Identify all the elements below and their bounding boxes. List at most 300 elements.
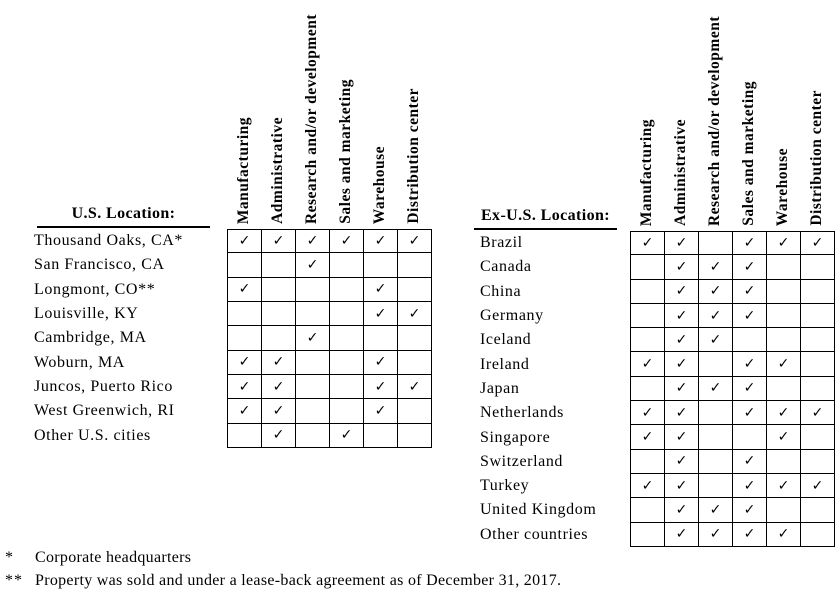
check-icon: ✓	[811, 477, 824, 494]
table-row	[0, 302, 432, 326]
check-icon: ✓	[709, 501, 722, 518]
check-icon: ✓	[238, 233, 251, 250]
check-icon: ✓	[238, 354, 251, 371]
check-cell	[733, 255, 767, 279]
column-header	[329, 0, 363, 229]
row-cells	[227, 302, 432, 326]
check-icon: ✓	[675, 331, 688, 348]
check-icon: ✓	[306, 233, 319, 250]
table-row	[443, 280, 835, 304]
ex-us-location-header: Ex-U.S. Location:	[474, 207, 617, 230]
check-icon: ✓	[408, 233, 421, 250]
check-cell	[631, 232, 665, 255]
check-cell	[665, 352, 699, 376]
check-cell	[364, 326, 398, 350]
check-icon: ✓	[374, 233, 387, 250]
check-cell	[330, 278, 364, 302]
check-cell	[767, 498, 801, 522]
table-row	[443, 474, 835, 498]
row-label: Other U.S. cities	[34, 426, 151, 444]
row-cells	[630, 352, 835, 376]
check-icon: ✓	[306, 256, 319, 273]
table-row	[443, 450, 835, 474]
check-icon: ✓	[306, 329, 319, 346]
check-cell	[733, 232, 767, 255]
check-icon: ✓	[641, 404, 654, 421]
check-cell	[228, 302, 262, 326]
table-row	[0, 424, 432, 448]
check-cell	[262, 230, 296, 253]
check-icon: ✓	[374, 305, 387, 322]
table-row	[0, 326, 432, 350]
check-icon: ✓	[675, 453, 688, 470]
row-label: Louisville, KY	[34, 305, 139, 323]
check-icon: ✓	[272, 378, 285, 395]
check-cell	[228, 399, 262, 423]
check-cell	[330, 230, 364, 253]
check-icon: ✓	[408, 378, 421, 395]
check-icon: ✓	[743, 477, 756, 494]
check-cell	[699, 450, 733, 474]
table-row	[443, 231, 835, 255]
check-cell	[733, 401, 767, 425]
column-header	[766, 0, 800, 231]
row-label: Iceland	[480, 331, 532, 349]
footnote-marker: **	[5, 572, 23, 589]
row-cells	[227, 253, 432, 277]
table-row	[443, 328, 835, 352]
table-row	[0, 375, 432, 399]
column-header-label: Research and/or development	[705, 15, 723, 226]
check-icon: ✓	[777, 356, 790, 373]
check-icon: ✓	[675, 307, 688, 324]
check-cell	[665, 498, 699, 522]
check-cell	[262, 351, 296, 375]
row-label: Turkey	[480, 477, 530, 495]
check-icon: ✓	[777, 477, 790, 494]
check-icon: ✓	[340, 233, 353, 250]
check-cell	[631, 328, 665, 352]
footnote-row	[0, 546, 835, 569]
row-label: United Kingdom	[480, 501, 597, 519]
row-label: China	[480, 282, 522, 300]
column-header	[295, 0, 329, 229]
row-cells	[227, 278, 432, 302]
check-cell	[665, 425, 699, 449]
row-label: San Francisco, CA	[34, 256, 165, 274]
table-row	[443, 255, 835, 279]
check-cell	[733, 304, 767, 328]
check-icon: ✓	[272, 427, 285, 444]
check-cell	[665, 401, 699, 425]
table-row	[0, 351, 432, 375]
check-icon: ✓	[641, 235, 654, 252]
check-cell	[801, 474, 835, 498]
check-cell	[767, 425, 801, 449]
check-icon: ✓	[675, 404, 688, 421]
check-icon: ✓	[743, 307, 756, 324]
column-header	[397, 0, 431, 229]
check-icon: ✓	[408, 305, 421, 322]
row-cells	[630, 401, 835, 425]
row-label: Switzerland	[480, 452, 564, 470]
check-icon: ✓	[675, 501, 688, 518]
check-icon: ✓	[374, 354, 387, 371]
us-location-header: U.S. Location:	[37, 205, 210, 228]
check-cell	[665, 377, 699, 401]
check-cell	[733, 450, 767, 474]
column-header-label: Sales and marketing	[739, 81, 757, 226]
check-cell	[398, 230, 432, 253]
check-icon: ✓	[340, 427, 353, 444]
check-cell	[699, 255, 733, 279]
row-cells	[630, 304, 835, 328]
check-cell	[801, 255, 835, 279]
check-cell	[801, 450, 835, 474]
check-cell	[398, 302, 432, 326]
check-cell	[767, 474, 801, 498]
check-cell	[733, 280, 767, 304]
column-header-label: Research and/or development	[302, 13, 320, 224]
column-header	[261, 0, 295, 229]
check-cell	[665, 474, 699, 498]
row-label: Thousand Oaks, CA*	[34, 232, 184, 250]
check-cell	[296, 375, 330, 399]
check-cell	[665, 280, 699, 304]
check-cell	[767, 232, 801, 255]
check-icon: ✓	[238, 281, 251, 298]
check-cell	[801, 377, 835, 401]
check-cell	[398, 375, 432, 399]
check-cell	[767, 255, 801, 279]
column-header-label: Manufacturing	[637, 118, 655, 226]
check-cell	[801, 352, 835, 376]
check-cell	[767, 401, 801, 425]
footnote-marker: *	[5, 549, 14, 566]
check-cell	[296, 351, 330, 375]
check-cell	[699, 474, 733, 498]
column-header	[630, 0, 664, 231]
column-header-label: Warehouse	[773, 147, 791, 226]
ex-us-location-table	[443, 0, 835, 547]
check-cell	[398, 399, 432, 423]
column-header-label: Administrative	[268, 117, 286, 224]
check-cell	[364, 253, 398, 277]
check-icon: ✓	[743, 380, 756, 397]
check-cell	[767, 523, 801, 547]
row-label: Japan	[480, 379, 520, 397]
table-row	[0, 278, 432, 302]
check-icon: ✓	[777, 404, 790, 421]
us-header-row	[0, 0, 432, 229]
check-cell	[631, 498, 665, 522]
table-row	[443, 377, 835, 401]
check-icon: ✓	[641, 429, 654, 446]
check-cell	[364, 302, 398, 326]
row-label: Juncos, Puerto Rico	[34, 378, 173, 396]
check-cell	[733, 377, 767, 401]
check-cell	[665, 523, 699, 547]
row-cells	[227, 375, 432, 399]
check-icon: ✓	[675, 356, 688, 373]
check-cell	[699, 425, 733, 449]
check-icon: ✓	[777, 235, 790, 252]
us-location-table	[0, 0, 432, 448]
check-cell	[262, 424, 296, 448]
column-header-label: Sales and marketing	[336, 79, 354, 224]
row-cells	[630, 328, 835, 352]
check-cell	[801, 280, 835, 304]
row-cells	[630, 231, 835, 255]
check-icon: ✓	[238, 378, 251, 395]
check-cell	[631, 255, 665, 279]
row-cells	[630, 498, 835, 522]
check-icon: ✓	[272, 354, 285, 371]
check-cell	[398, 326, 432, 350]
check-icon: ✓	[743, 501, 756, 518]
check-cell	[733, 352, 767, 376]
check-cell	[330, 375, 364, 399]
check-cell	[228, 253, 262, 277]
check-cell	[262, 302, 296, 326]
check-icon: ✓	[709, 331, 722, 348]
check-icon: ✓	[675, 235, 688, 252]
row-cells	[227, 229, 432, 253]
column-header-label: Distribution center	[807, 90, 825, 226]
check-cell	[801, 498, 835, 522]
row-cells	[630, 377, 835, 401]
row-label: Canada	[480, 258, 532, 276]
check-cell	[262, 399, 296, 423]
check-icon: ✓	[374, 378, 387, 395]
check-cell	[665, 450, 699, 474]
footnotes	[0, 546, 835, 592]
us-column-headers	[227, 0, 431, 229]
check-cell	[228, 278, 262, 302]
check-cell	[398, 351, 432, 375]
check-icon: ✓	[743, 404, 756, 421]
column-header	[800, 0, 834, 231]
table-row	[443, 352, 835, 376]
check-cell	[801, 304, 835, 328]
column-header	[363, 0, 397, 229]
row-label: Brazil	[480, 234, 523, 252]
row-cells	[630, 523, 835, 547]
check-cell	[398, 278, 432, 302]
row-cells	[630, 450, 835, 474]
check-cell	[364, 230, 398, 253]
check-cell	[330, 399, 364, 423]
check-icon: ✓	[272, 233, 285, 250]
check-cell	[296, 424, 330, 448]
column-header	[698, 0, 732, 231]
check-cell	[801, 401, 835, 425]
check-icon: ✓	[743, 356, 756, 373]
column-header	[664, 0, 698, 231]
check-icon: ✓	[675, 380, 688, 397]
check-cell	[665, 328, 699, 352]
check-cell	[699, 280, 733, 304]
check-cell	[398, 253, 432, 277]
check-cell	[801, 425, 835, 449]
check-cell	[296, 302, 330, 326]
check-cell	[631, 425, 665, 449]
check-cell	[364, 399, 398, 423]
table-row	[443, 401, 835, 425]
row-label: West Greenwich, RI	[34, 402, 175, 420]
check-cell	[699, 232, 733, 255]
check-cell	[665, 255, 699, 279]
row-cells	[227, 351, 432, 375]
column-header	[227, 0, 261, 229]
check-cell	[262, 253, 296, 277]
footnote-row	[0, 569, 835, 592]
row-label: Other countries	[480, 525, 589, 543]
check-cell	[262, 326, 296, 350]
check-icon: ✓	[675, 477, 688, 494]
check-icon: ✓	[238, 402, 251, 419]
check-cell	[296, 399, 330, 423]
check-icon: ✓	[675, 283, 688, 300]
us-table-body	[0, 229, 432, 448]
check-cell	[699, 498, 733, 522]
row-cells	[630, 280, 835, 304]
check-cell	[699, 304, 733, 328]
check-cell	[330, 253, 364, 277]
check-cell	[364, 375, 398, 399]
check-icon: ✓	[709, 307, 722, 324]
table-row	[443, 425, 835, 449]
check-cell	[733, 474, 767, 498]
check-cell	[330, 302, 364, 326]
check-icon: ✓	[675, 429, 688, 446]
check-cell	[665, 304, 699, 328]
check-icon: ✓	[743, 258, 756, 275]
check-icon: ✓	[709, 258, 722, 275]
check-cell	[767, 328, 801, 352]
column-header-label: Manufacturing	[234, 116, 252, 224]
check-cell	[228, 375, 262, 399]
ex-us-header-row	[443, 0, 835, 231]
check-icon: ✓	[743, 526, 756, 543]
column-header	[732, 0, 766, 231]
row-cells	[630, 425, 835, 449]
check-cell	[631, 352, 665, 376]
column-header-label: Administrative	[671, 119, 689, 226]
check-cell	[767, 377, 801, 401]
row-label: Cambridge, MA	[34, 329, 147, 347]
footnote-text: Corporate headquarters	[35, 549, 192, 566]
check-cell	[364, 424, 398, 448]
column-header-label: Warehouse	[370, 145, 388, 224]
check-cell	[631, 450, 665, 474]
check-cell	[801, 232, 835, 255]
check-icon: ✓	[709, 380, 722, 397]
check-cell	[631, 523, 665, 547]
check-cell	[631, 474, 665, 498]
check-cell	[733, 425, 767, 449]
table-row	[443, 523, 835, 547]
check-cell	[801, 328, 835, 352]
row-label: Germany	[480, 307, 544, 325]
check-cell	[699, 328, 733, 352]
row-label: Longmont, CO**	[34, 280, 156, 298]
table-row	[0, 253, 432, 277]
table-row	[443, 304, 835, 328]
check-cell	[398, 424, 432, 448]
ex-us-column-headers	[630, 0, 834, 231]
check-cell	[296, 326, 330, 350]
check-cell	[228, 351, 262, 375]
row-cells	[227, 424, 432, 448]
check-cell	[699, 401, 733, 425]
check-cell	[330, 326, 364, 350]
row-cells	[227, 326, 432, 350]
check-cell	[733, 523, 767, 547]
check-icon: ✓	[709, 283, 722, 300]
check-cell	[296, 230, 330, 253]
check-cell	[767, 280, 801, 304]
row-cells	[227, 399, 432, 423]
check-icon: ✓	[743, 453, 756, 470]
check-icon: ✓	[641, 477, 654, 494]
table-row	[0, 229, 432, 253]
row-label: Ireland	[480, 355, 530, 373]
check-icon: ✓	[743, 235, 756, 252]
check-cell	[296, 278, 330, 302]
check-cell	[228, 230, 262, 253]
check-cell	[665, 232, 699, 255]
row-cells	[630, 255, 835, 279]
row-label: Netherlands	[480, 404, 564, 422]
check-cell	[733, 498, 767, 522]
check-cell	[767, 352, 801, 376]
check-icon: ✓	[777, 526, 790, 543]
check-cell	[631, 377, 665, 401]
check-cell	[296, 253, 330, 277]
column-header-label: Distribution center	[404, 88, 422, 224]
check-cell	[767, 450, 801, 474]
check-cell	[767, 304, 801, 328]
check-cell	[631, 401, 665, 425]
check-icon: ✓	[811, 404, 824, 421]
check-cell	[801, 523, 835, 547]
check-cell	[228, 326, 262, 350]
check-cell	[330, 351, 364, 375]
check-cell	[631, 280, 665, 304]
check-icon: ✓	[811, 235, 824, 252]
check-icon: ✓	[374, 281, 387, 298]
check-icon: ✓	[641, 356, 654, 373]
check-cell	[364, 351, 398, 375]
check-icon: ✓	[709, 526, 722, 543]
check-icon: ✓	[743, 283, 756, 300]
check-icon: ✓	[272, 402, 285, 419]
check-icon: ✓	[675, 258, 688, 275]
footnote-text: Property was sold and under a lease-back agreement as of December 31, 2017.	[35, 572, 562, 589]
check-icon: ✓	[777, 429, 790, 446]
ex-us-table-body	[443, 231, 835, 547]
check-cell	[699, 352, 733, 376]
check-cell	[631, 304, 665, 328]
row-label: Singapore	[480, 428, 551, 446]
check-cell	[330, 424, 364, 448]
row-cells	[630, 474, 835, 498]
check-icon: ✓	[374, 402, 387, 419]
table-row	[443, 498, 835, 522]
check-icon: ✓	[675, 526, 688, 543]
check-cell	[699, 377, 733, 401]
